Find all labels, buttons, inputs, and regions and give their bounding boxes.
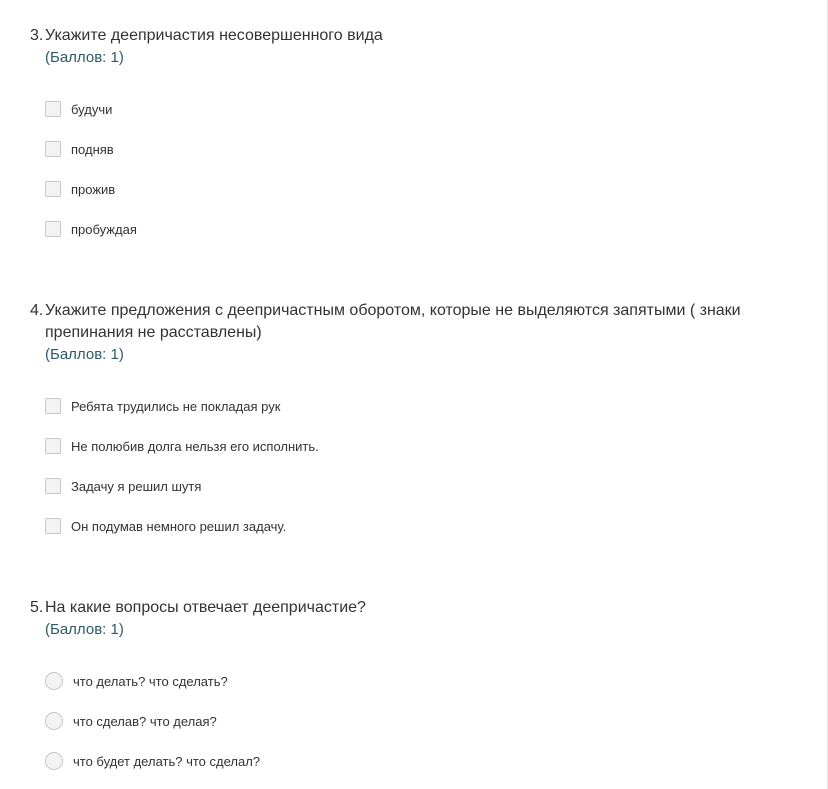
question-text: Укажите предложения с деепричастным оборотом, которые не выделяются запятыми ( знаки препинания не расставлены) [45, 302, 741, 341]
option-label: пробуждая [71, 221, 137, 237]
option-checkbox[interactable] [45, 89, 770, 129]
radio-button[interactable] [45, 712, 63, 730]
question-number: 4. [30, 302, 44, 319]
option-label: что сделав? что делая? [73, 713, 217, 729]
option-label: прожив [71, 181, 116, 197]
checkbox[interactable] [45, 141, 61, 157]
question-3 [30, 25, 770, 249]
question-number: 5. [30, 599, 44, 616]
option-checkbox[interactable] [45, 386, 770, 426]
option-label: Задачу я решил шутя [71, 478, 202, 494]
options-list [45, 386, 770, 546]
option-radio[interactable] [45, 661, 770, 701]
option-label: Ребята трудились не покладая рук [71, 398, 281, 414]
option-label: Не полюбив долга нельзя его исполнить. [71, 438, 319, 454]
option-checkbox[interactable] [45, 426, 770, 466]
question-title [30, 25, 770, 47]
question-title [30, 597, 770, 619]
checkbox[interactable] [45, 181, 61, 197]
option-label: что будет делать? что сделал? [73, 753, 261, 769]
option-checkbox[interactable] [45, 209, 770, 249]
option-label: подняв [71, 141, 114, 157]
question-number: 3. [30, 27, 44, 44]
question-4 [30, 300, 770, 546]
checkbox[interactable] [45, 478, 61, 494]
option-checkbox[interactable] [45, 506, 770, 546]
options-list [45, 661, 770, 781]
option-radio[interactable] [45, 741, 770, 781]
question-title [30, 300, 770, 344]
checkbox[interactable] [45, 221, 61, 237]
radio-button[interactable] [45, 672, 63, 690]
question-points: (Баллов: 1) [45, 621, 124, 638]
option-label: Он подумав немного решил задачу. [71, 518, 287, 534]
radio-button[interactable] [45, 752, 63, 770]
option-label: что делать? что сделать? [73, 673, 228, 689]
question-5 [30, 597, 770, 781]
question-text: На какие вопросы отвечает деепричастие? [45, 599, 366, 616]
option-checkbox[interactable] [45, 169, 770, 209]
option-checkbox[interactable] [45, 466, 770, 506]
checkbox[interactable] [45, 101, 61, 117]
question-points: (Баллов: 1) [45, 346, 124, 363]
checkbox[interactable] [45, 438, 61, 454]
question-points: (Баллов: 1) [45, 49, 124, 66]
option-radio[interactable] [45, 701, 770, 741]
checkbox[interactable] [45, 398, 61, 414]
option-label: будучи [71, 101, 113, 117]
options-list [45, 89, 770, 249]
checkbox[interactable] [45, 518, 61, 534]
question-text: Укажите деепричастия несовершенного вида [45, 27, 383, 44]
option-checkbox[interactable] [45, 129, 770, 169]
